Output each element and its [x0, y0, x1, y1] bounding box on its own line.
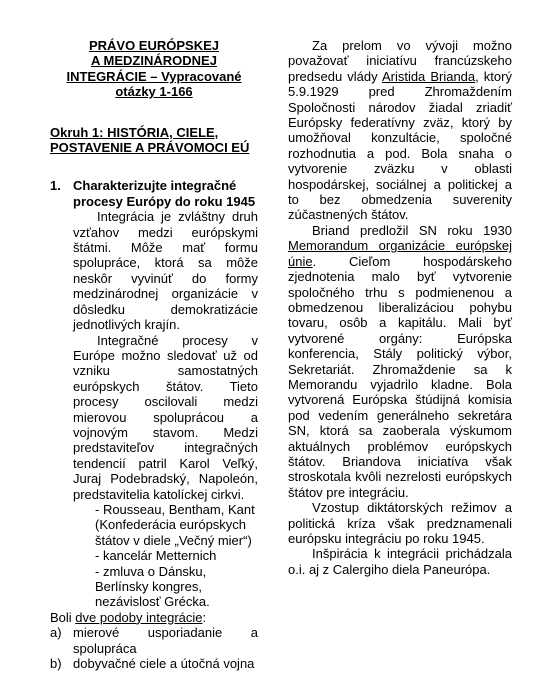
- title-line: PRÁVO EURÓPSKEJ: [88, 38, 220, 53]
- section-title: Okruh 1: HISTÓRIA, CIELE, POSTAVENIE A PRÁVOMOCI EÚ: [50, 124, 250, 156]
- intro-colon: :: [202, 609, 207, 625]
- title-line: INTEGRÁCIE – Vypracované: [66, 68, 242, 84]
- dash-item: - Rousseau, Bentham, Kant (Konfederácia európskych štátov v diele „Večný mier“): [95, 501, 255, 548]
- paragraph: [288, 223, 512, 500]
- paragraph: Inšpirácia k integrácii prichádzala o.i. aj z Calergiho diela Paneurópa.: [288, 546, 512, 577]
- dash-list: [73, 502, 258, 610]
- list-item: [50, 625, 258, 656]
- list-marker: a): [50, 625, 62, 641]
- title-line: otázky 1-166: [115, 84, 193, 100]
- question-body: [50, 209, 258, 610]
- briand-link: Aristida Brianda: [381, 68, 476, 84]
- title-line: A MEDZINÁRODNEJ: [91, 53, 217, 69]
- paragraph: [288, 38, 512, 223]
- question-heading: [50, 178, 258, 209]
- intro-text: Boli: [50, 609, 76, 625]
- list-marker: b): [50, 656, 62, 672]
- list-text: mierové usporiadanie a spolupráca: [73, 625, 258, 656]
- paragraph: Vzostup diktátorských režimov a politická kríza však predznamenali európsku integráciu po roku 1945.: [288, 500, 512, 546]
- question-number: 1.: [50, 178, 61, 194]
- list-text: dobyvačné ciele a útočná vojna: [73, 656, 255, 672]
- dash-item: - kancelár Metternich: [95, 548, 217, 564]
- text-run: Briand predložil SN roku 1930: [312, 222, 512, 238]
- list-item: [50, 656, 258, 671]
- text-run: Za prelom vo vývoji možno považovať iniciatívu francúzskeho predsedu vlády: [288, 38, 512, 84]
- left-column: [50, 38, 258, 671]
- integration-forms-list: [50, 625, 258, 671]
- right-column: [288, 38, 512, 577]
- integration-forms-link: dve podoby integrácie: [75, 609, 203, 625]
- question-text: Charakterizujte integračné procesy Európy do roku 1945: [73, 178, 256, 209]
- text-run: , ktorý 5.9.1929 pred Zhromaždením Spoločnosti národov žiadal zriadiť Európsky federatívny zväz, ktorý by umožňoval konzultácie, spoločné rozhodnutia a pod. Bola snaha o vytvorenie zväzku v oblasti hospodárskej, sociálnej a politickej a to bez obmedzenia suverenity zúčastnených štátov.: [288, 68, 512, 223]
- text-run: . Cieľom hospodárskeho zjednotenia malo byť vytvorenie spoločného trhu s podmienenou a obmedzenou liberalizáciou pohybu tovaru, osôb a kapitálu. Mali byť vytvorené orgány: Európska konferencia, Stály politický výbor, Sekretariát. Zhromaždenie sa k Memorandu vyjadrilo kladne. Bola vytvorená Európska štúdijná komisia pod vedením generálneho sekretára SN, ktorá sa zaoberala výskumom aktuálnych problémov európskych štátov. Briandova iniciatíva však stroskotala kvôli nezrelosti európskych štátov pre integráciu.: [288, 253, 512, 500]
- document-title: [50, 38, 258, 100]
- paragraph: Integrácia je zvláštny druh vzťahov medzi európskymi štátmi. Môže mať formu spolupráce, ktorá sa môže neskôr vyvinúť do formy medzinárodnej organizácie v dôsledku demokratizácie jednotlivých krajín.: [73, 209, 258, 333]
- integration-forms-intro: [50, 610, 258, 625]
- paragraph: Integračné procesy v Európe možno sledovať už od vzniku samostatných európskych štátov. Tieto procesy oscilovali medzi mierovou spoluprácou a vojnovým stavom. Medzi predstaviteľov integračných tendencií patril Karol Veľký, Juraj Podebradský, Napoleón, predstavitelia katolíckej cirkvi.: [73, 332, 258, 502]
- dash-item: - zmluva o Dánsku, Berlínsky kongres, nezávislosť Grécka.: [95, 563, 210, 610]
- memorandum-link: Memorandum organizácie európskej únie: [288, 238, 512, 269]
